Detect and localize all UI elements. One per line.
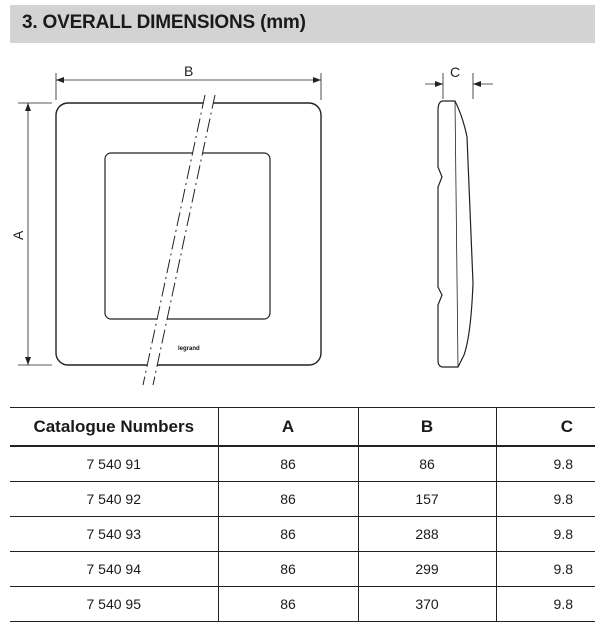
dimension-a-label: A (10, 230, 26, 240)
cell-c: 9.8 (496, 517, 595, 552)
table-row (10, 482, 595, 517)
table-row (10, 517, 595, 552)
break-gap (143, 95, 215, 385)
cell-a: 86 (218, 446, 358, 482)
plate-outline (56, 103, 321, 365)
dimension-drawing-svg (0, 55, 600, 390)
cell-c: 9.8 (496, 552, 595, 587)
cell-b: 370 (358, 587, 496, 622)
cell-c: 9.8 (496, 587, 595, 622)
side-inner-line (455, 101, 458, 367)
table-row (10, 552, 595, 587)
cell-b: 86 (358, 446, 496, 482)
table-row (10, 446, 595, 482)
cell-catalogue-number: 7 540 93 (10, 517, 218, 552)
section-header (10, 5, 595, 43)
cell-a: 86 (218, 517, 358, 552)
legrand-logo: legrand (178, 346, 200, 352)
cell-catalogue-number: 7 540 94 (10, 552, 218, 587)
cell-a: 86 (218, 552, 358, 587)
header-a: A (218, 408, 358, 447)
cell-catalogue-number: 7 540 92 (10, 482, 218, 517)
dimension-drawing (0, 55, 600, 390)
table-row (10, 587, 595, 622)
header-c: C (496, 408, 595, 447)
break-line-left (143, 95, 205, 385)
dimension-c-label: C (450, 64, 461, 80)
header-catalogue-numbers: Catalogue Numbers (10, 408, 218, 447)
table-header-row (10, 408, 595, 447)
cell-b: 157 (358, 482, 496, 517)
dimension-b-label: B (184, 63, 194, 79)
dimensions-table (10, 407, 595, 622)
cell-a: 86 (218, 587, 358, 622)
cell-b: 288 (358, 517, 496, 552)
cell-catalogue-number: 7 540 95 (10, 587, 218, 622)
cell-a: 86 (218, 482, 358, 517)
section-title: 3. OVERALL DIMENSIONS (mm) (22, 12, 306, 33)
cell-b: 299 (358, 552, 496, 587)
front-view (56, 95, 321, 385)
cell-catalogue-number: 7 540 91 (10, 446, 218, 482)
cell-c: 9.8 (496, 482, 595, 517)
header-b: B (358, 408, 496, 447)
cell-c: 9.8 (496, 446, 595, 482)
side-view (438, 101, 473, 367)
